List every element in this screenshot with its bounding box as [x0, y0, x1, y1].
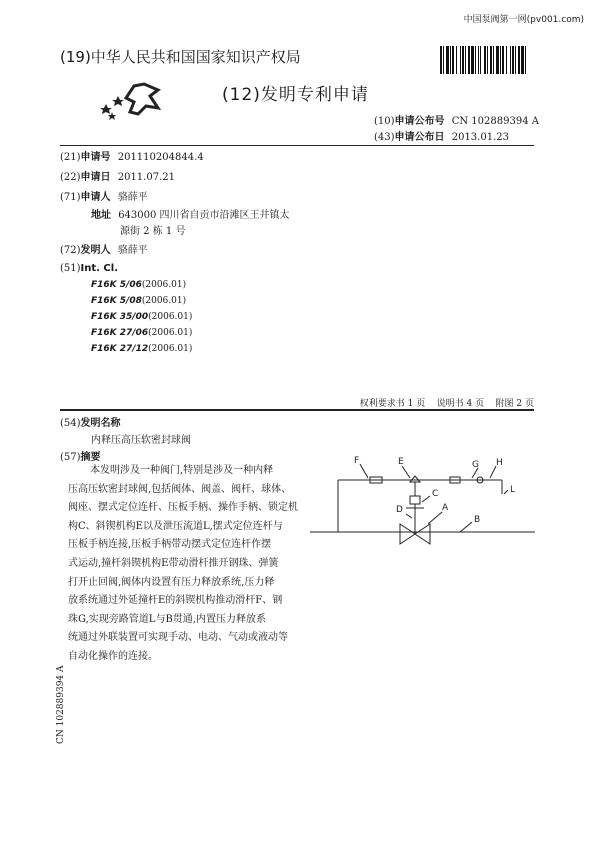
pub-date-label: 申请公布日 — [394, 132, 445, 143]
abstract-code: (57) — [60, 452, 81, 463]
classification-code: F16K 5/06 — [91, 280, 142, 290]
barcode-bar — [490, 46, 492, 74]
pub-no-value: CN 102889394 A — [451, 116, 539, 127]
page-count-info: 权利要求书 1 页 说明书 4 页 附图 2 页 — [359, 399, 534, 409]
classification-code: F16K 27/12 — [91, 344, 149, 354]
barcode-bar — [500, 46, 501, 74]
abstract-line: 自动化操作的连接。 — [68, 650, 158, 662]
classification-row — [91, 296, 186, 306]
barcode-bar — [460, 46, 461, 74]
doc-type-code: (12) — [222, 85, 261, 105]
barcode-bar — [471, 46, 474, 74]
abstract-line: 压板手柄连接,压板手柄带动摆式定位连杆作摆 — [68, 539, 272, 551]
barcode-bar — [518, 46, 520, 74]
application-number-line — [60, 148, 204, 163]
barcode-bar — [525, 46, 526, 74]
barcode-bar — [446, 46, 449, 74]
applicant-line — [60, 188, 148, 203]
pub-date-code: (43) — [374, 132, 395, 143]
inventor-label: 发明人 — [80, 245, 111, 256]
abstract-line: 珠G,实现旁路管道L与B贯通,内置压力释放系 — [68, 613, 266, 625]
barcode-bar — [496, 46, 499, 74]
classification-row — [91, 328, 192, 338]
app-date-code: (22) — [60, 172, 81, 183]
label-b: B — [474, 515, 481, 525]
barcode-bar — [502, 46, 504, 74]
applicant-code: (71) — [60, 192, 81, 203]
abstract-heading — [60, 448, 101, 463]
inventor-code: (72) — [60, 245, 81, 256]
app-no-code: (21) — [60, 152, 81, 163]
barcode-bar — [456, 46, 457, 74]
classification-row — [91, 312, 192, 322]
label-c: C — [432, 489, 439, 499]
header-divider — [60, 145, 534, 146]
title-code: (54) — [60, 418, 81, 429]
classification-version: (2006.01) — [148, 344, 193, 354]
app-no-label: 申请号 — [80, 152, 111, 163]
label-a: A — [442, 503, 449, 513]
abstract-body — [68, 462, 300, 667]
office-name: 中华人民共和国国家知识产权局 — [90, 48, 301, 66]
label-l: L — [510, 485, 516, 495]
barcode-bar — [443, 46, 444, 74]
doc-type-heading — [222, 80, 369, 105]
applicant-value: 骆薛平 — [117, 192, 148, 203]
abstract-line: 本发明涉及一种阀门,特别是涉及一种内释 — [90, 465, 274, 476]
classification-version: (2006.01) — [148, 328, 193, 338]
classification-version: (2006.01) — [141, 280, 187, 290]
publication-date-line — [374, 128, 509, 143]
barcode-bar — [452, 46, 454, 74]
label-d: D — [396, 505, 403, 515]
section-divider — [60, 409, 534, 411]
classification-row — [91, 344, 192, 354]
barcode-bar — [462, 46, 464, 74]
abstract-label: 摘要 — [80, 452, 101, 463]
barcode-bar — [521, 46, 524, 74]
classification-version: (2006.01) — [148, 312, 193, 322]
doc-type: 发明专利申请 — [260, 85, 369, 105]
label-f: F — [354, 456, 360, 466]
watermark-text: 中国泵阀第一网(pv001.com) — [463, 15, 584, 25]
sipo-emblem-icon — [100, 82, 162, 122]
address-label: 地址 — [91, 210, 111, 221]
label-e: E — [398, 457, 404, 467]
inventor-value: 骆薛平 — [117, 245, 148, 256]
pub-no-code: (10) — [374, 116, 395, 127]
barcode-bar — [512, 46, 514, 74]
invention-title-heading — [60, 414, 121, 429]
app-date-value: 2011.07.21 — [117, 172, 175, 183]
label-h: H — [496, 458, 503, 468]
address-line — [91, 206, 290, 221]
app-no-value: 201110204844.4 — [117, 152, 204, 163]
abstract-line: 阀座、摆式定位连杆、压板手柄、操作手柄、锁定机 — [68, 502, 298, 514]
app-date-label: 申请日 — [80, 172, 111, 183]
barcode-bar — [510, 46, 511, 74]
abstract-line: 构C、斜锲机构E以及泄压流道L,摆式定位连杆与 — [68, 520, 283, 532]
barcode-bar — [506, 46, 507, 74]
intcl-code: (51) — [60, 263, 81, 274]
title-label: 发明名称 — [80, 418, 121, 429]
pub-date-value: 2013.01.23 — [451, 132, 509, 143]
abstract-line: 统通过外联装置可实现手动、电动、气动或液动等 — [68, 632, 288, 644]
abstract-line: 压高压软密封球阀,包括阀体、阀盖、阀杆、球体、 — [68, 483, 292, 495]
label-g: G — [472, 460, 479, 470]
applicant-label: 申请人 — [80, 192, 111, 203]
abstract-line: 式运动,撞杆斜锲机构E带动滑杆推开钢珠、弹簧 — [68, 557, 279, 569]
barcode-bar — [515, 46, 516, 74]
classification-code: F16K 27/06 — [91, 328, 149, 338]
intcl-line — [60, 263, 118, 274]
barcode-bar — [475, 46, 476, 74]
pub-no-label: 申请公布号 — [394, 116, 445, 127]
barcode-bar — [480, 46, 481, 74]
barcode-bar — [487, 46, 488, 74]
inventor-line — [60, 241, 148, 256]
abstract-line: 打开止回阀,阀体内设置有压力释放系统,压力释 — [68, 576, 275, 588]
publication-number-line — [374, 112, 539, 127]
barcode-bar — [465, 46, 466, 74]
barcode-bar — [484, 46, 486, 74]
abstract-line: 放系统通过外延撞杆E的斜锲机构推动滑杆F、钢 — [68, 595, 283, 607]
side-publication-number: CN 102889394 A — [56, 665, 66, 744]
barcode — [440, 46, 526, 74]
application-date-line — [60, 168, 175, 183]
address-value-2: 源街 2 栋 1 号 — [120, 226, 186, 237]
barcode-bar — [440, 46, 442, 74]
classification-code: F16K 35/00 — [91, 312, 149, 322]
valve-drawing — [310, 452, 535, 556]
barcode-bar — [468, 46, 470, 74]
intcl-label: Int. Cl. — [80, 263, 118, 274]
office-heading — [60, 46, 301, 67]
office-code: (19) — [60, 48, 91, 66]
barcode-bar — [493, 46, 494, 74]
classification-version: (2006.01) — [141, 296, 187, 306]
barcode-bar — [478, 46, 479, 74]
invention-title: 内释压高压软密封球阀 — [91, 435, 191, 446]
classification-row — [91, 280, 186, 290]
classification-code: F16K 5/08 — [91, 296, 142, 306]
barcode-bar — [450, 46, 451, 74]
address-value-1: 643000 四川省自贡市沿滩区王井镇太 — [118, 210, 290, 221]
